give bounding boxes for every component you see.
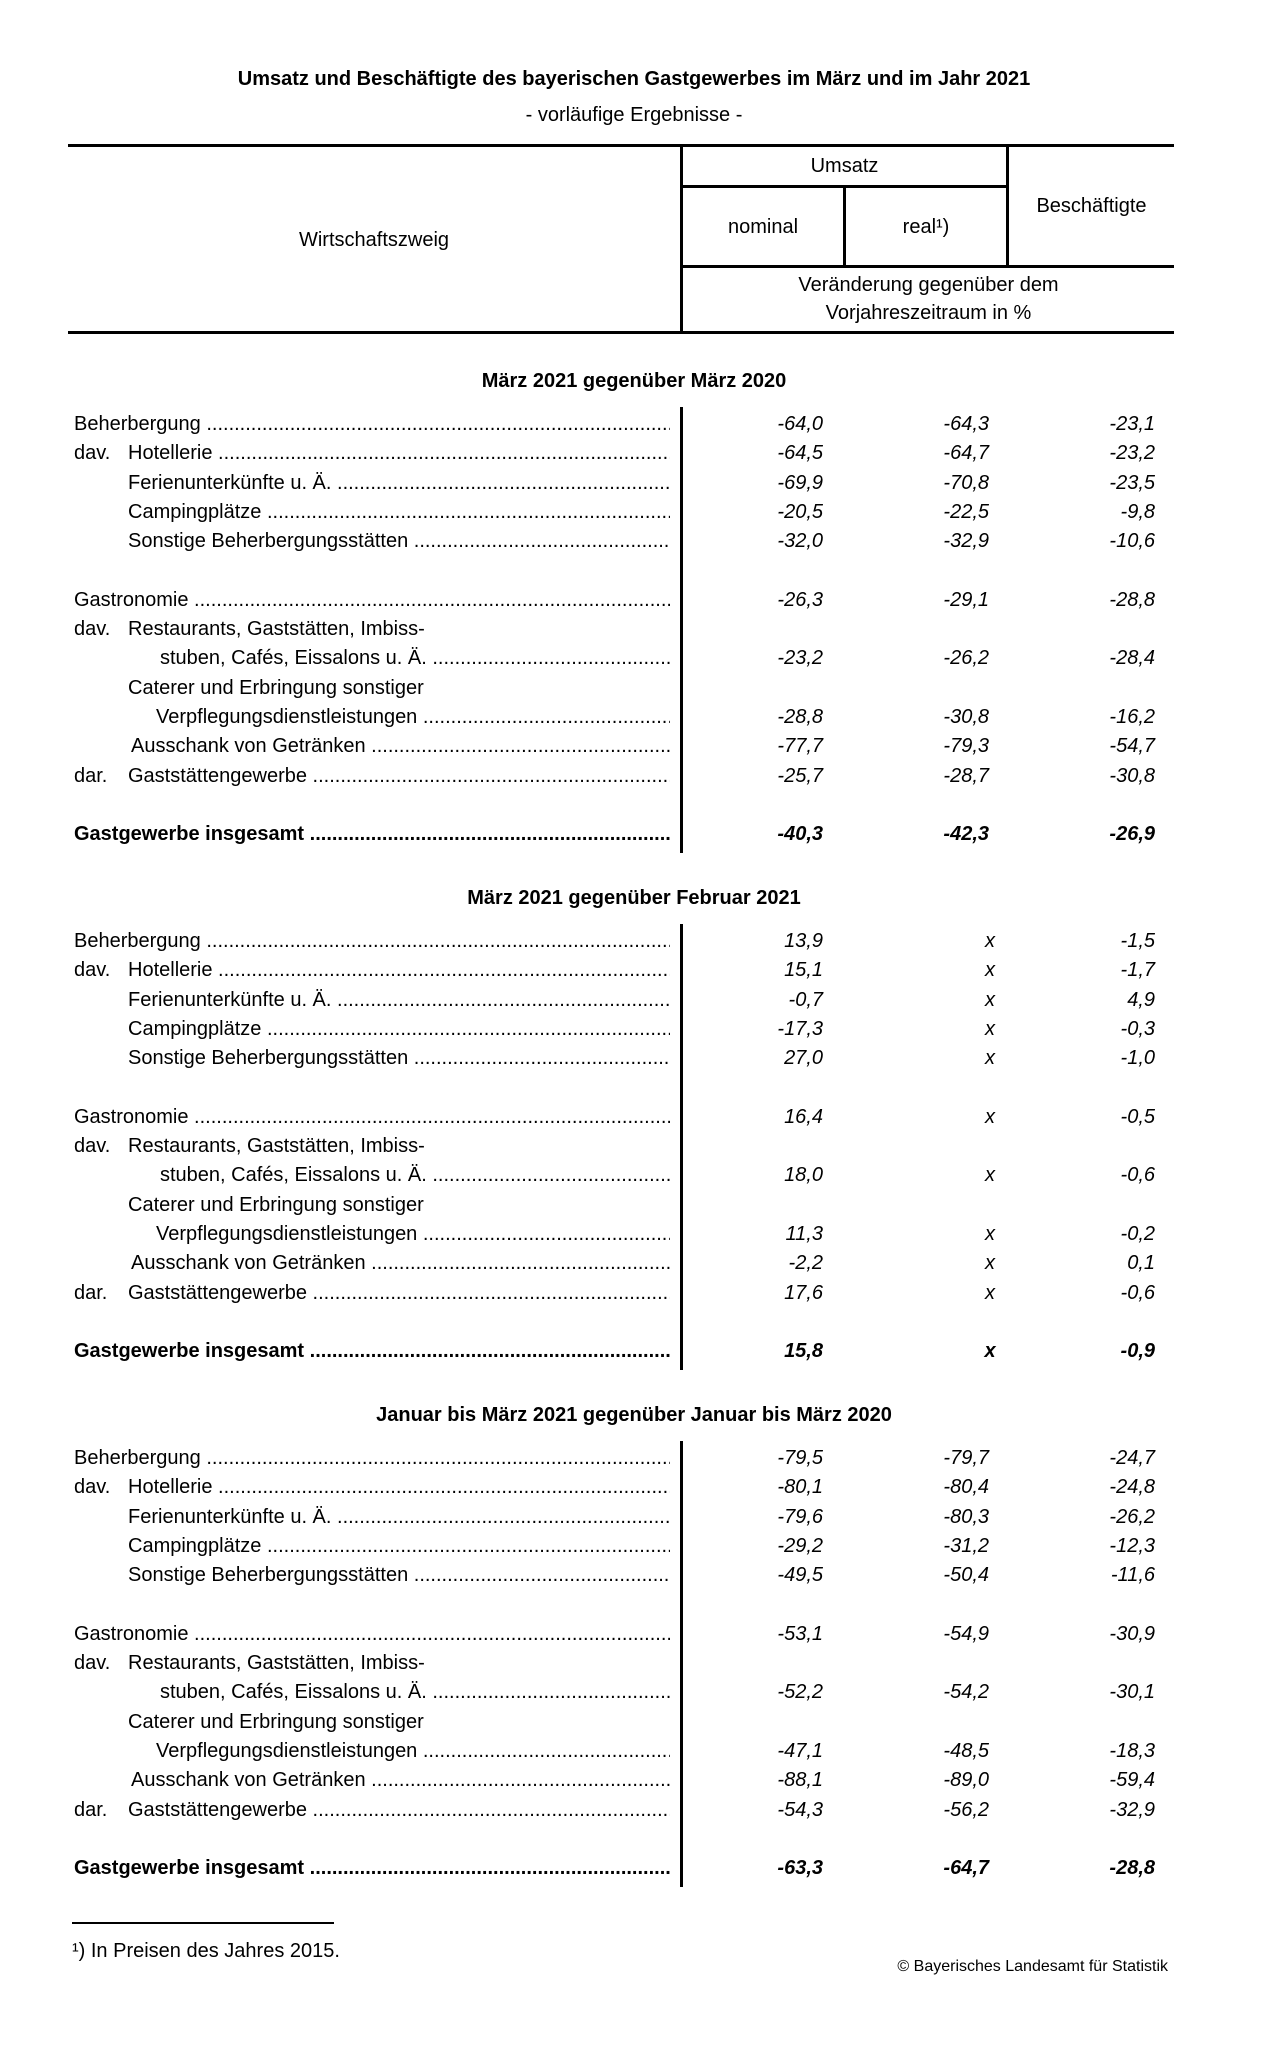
cell-real: x [985, 1281, 995, 1304]
table-row [0, 1279, 1268, 1307]
row-label [74, 927, 670, 955]
header-unit-line2: Vorjahreszeitraum in % [825, 302, 1032, 324]
row-label-text: stuben, Cafés, Eissalons u. Ä. ..... [160, 1164, 670, 1186]
row-label-text: Gastgewerbe insgesamt ..... [74, 823, 670, 845]
cell-real: x [985, 959, 995, 982]
section-title: Januar bis März 2021 gegenüber Januar bis März 2020 [376, 1404, 892, 1426]
table-row [0, 410, 1268, 438]
cell-beschaeftigte: -23,1 [1109, 413, 1155, 435]
cell-real: x [985, 930, 995, 952]
cell-beschaeftigte: 4,9 [1127, 988, 1155, 1011]
cell-beschaeftigte: -28,4 [1109, 647, 1155, 670]
table-row [0, 1044, 1268, 1072]
row-label-text: Campingplätze ..... [128, 1535, 670, 1557]
row-label-text: Gastronomie ..... [74, 589, 670, 611]
cell-real: x [985, 1047, 995, 1070]
table-row [0, 644, 1268, 672]
cell-nominal: 27,0 [784, 1047, 823, 1070]
cell-nominal: -80,1 [777, 1476, 823, 1499]
cell-nominal: -63,3 [777, 1857, 823, 1880]
cell-nominal: -20,5 [777, 500, 823, 523]
row-prefix: dav. [74, 1652, 111, 1675]
cell-beschaeftigte: -18,3 [1109, 1740, 1155, 1762]
table-row [0, 1620, 1268, 1648]
cell-nominal: -2,2 [788, 1252, 823, 1275]
cell-nominal: 13,9 [784, 930, 823, 952]
row-label-text: stuben, Cafés, Eissalons u. Ä. ..... [160, 647, 670, 669]
cell-real: -42,3 [943, 823, 989, 846]
cell-nominal: -54,3 [777, 1798, 823, 1821]
table-row [0, 1191, 1268, 1219]
table-row-total [0, 1337, 1268, 1365]
row-label-text: Sonstige Beherbergungsstätten ..... [128, 1047, 670, 1069]
cell-beschaeftigte: -54,7 [1109, 735, 1155, 758]
row-label [74, 1854, 670, 1882]
row-label-text: Gastgewerbe insgesamt ..... [74, 1857, 670, 1879]
document-subtitle: - vorläufige Ergebnisse - [525, 104, 743, 126]
table-row-total [0, 820, 1268, 848]
cell-real: -50,4 [943, 1564, 989, 1587]
table-row [0, 615, 1268, 643]
table-row [0, 1161, 1268, 1189]
cell-real: -79,7 [943, 1447, 989, 1469]
table-row [0, 986, 1268, 1014]
cell-real: -64,7 [943, 1857, 989, 1880]
row-label [74, 762, 670, 790]
cell-beschaeftigte: -23,5 [1109, 471, 1155, 494]
row-label [74, 820, 670, 848]
row-label-text: Gaststättengewerbe ..... [128, 765, 670, 787]
row-label [74, 1444, 670, 1472]
row-label-text: Gastronomie ..... [74, 1106, 670, 1128]
copyright: © Bayerisches Landesamt für Statistik [897, 1958, 1168, 1975]
cell-beschaeftigte: -30,8 [1109, 764, 1155, 787]
header-real: real¹) [902, 216, 950, 238]
cell-beschaeftigte: -1,5 [1120, 930, 1155, 952]
table-row [0, 1015, 1268, 1043]
cell-real: -22,5 [943, 500, 989, 523]
cell-beschaeftigte: -26,2 [1109, 1505, 1155, 1528]
table-row [0, 1220, 1268, 1248]
cell-real: -56,2 [943, 1798, 989, 1821]
cell-nominal: -69,9 [777, 471, 823, 494]
row-label [74, 586, 670, 614]
row-label [156, 1220, 670, 1248]
cell-real: -32,9 [943, 530, 989, 553]
cell-real: -89,0 [943, 1769, 989, 1792]
cell-nominal: -52,2 [777, 1681, 823, 1704]
row-label-text: Beherbergung ..... [74, 1447, 670, 1469]
header-mid-rule [681, 265, 1174, 268]
row-label [74, 1337, 670, 1365]
cell-beschaeftigte: 0,1 [1127, 1252, 1155, 1275]
table-row [0, 732, 1268, 760]
row-prefix: dar. [74, 764, 108, 787]
cell-real: -29,1 [943, 588, 989, 611]
cell-real: x [985, 1164, 995, 1187]
cell-nominal: -49,5 [777, 1564, 823, 1587]
row-label-text: stuben, Cafés, Eissalons u. Ä. ..... [160, 1681, 670, 1703]
cell-beschaeftigte: -0,6 [1120, 1281, 1155, 1304]
row-label-text: Restaurants, Gaststätten, Imbiss- [128, 618, 425, 641]
footnote-rule [72, 1922, 334, 1924]
cell-nominal: -47,1 [777, 1740, 823, 1762]
header-beschaeftigte: Beschäftigte [1036, 195, 1147, 217]
row-label [74, 956, 670, 984]
row-label-text: Hotellerie ..... [128, 1476, 670, 1498]
cell-nominal: -53,1 [777, 1622, 823, 1645]
cell-real: -28,7 [943, 764, 989, 787]
cell-beschaeftigte: -9,8 [1120, 500, 1155, 523]
row-prefix: dav. [74, 1476, 111, 1499]
table-row [0, 956, 1268, 984]
row-label-text: Ausschank von Getränken ..... [131, 735, 670, 757]
cell-beschaeftigte: -0,6 [1120, 1164, 1155, 1187]
row-label-text: Ausschank von Getränken ..... [131, 1769, 670, 1791]
row-label-text: Caterer und Erbringung sonstiger [128, 1193, 424, 1216]
cell-nominal: -77,7 [777, 735, 823, 758]
cell-nominal: -17,3 [777, 1017, 823, 1040]
row-label-text: Beherbergung ..... [74, 930, 670, 952]
row-label-text: Caterer und Erbringung sonstiger [128, 676, 424, 699]
section-title: März 2021 gegenüber Februar 2021 [467, 887, 801, 909]
row-label [128, 498, 670, 526]
cell-beschaeftigte: -0,9 [1120, 1340, 1155, 1363]
document-title: Umsatz und Beschäftigte des bayerischen Gastgewerbes im März und im Jahr 2021 [237, 68, 1031, 90]
cell-beschaeftigte: -16,2 [1109, 706, 1155, 728]
row-label-text: Sonstige Beherbergungsstätten ..... [128, 530, 670, 552]
table-row [0, 439, 1268, 467]
table-row [0, 1444, 1268, 1472]
cell-real: x [985, 1105, 995, 1128]
table-row [0, 1103, 1268, 1131]
cell-real: -54,9 [943, 1622, 989, 1645]
cell-nominal: -28,8 [777, 706, 823, 728]
row-label-text: Gastronomie ..... [74, 1623, 670, 1645]
cell-real: -70,8 [943, 471, 989, 494]
row-label [156, 703, 670, 731]
cell-real: -64,3 [943, 413, 989, 435]
row-label [131, 1249, 670, 1277]
cell-nominal: -32,0 [777, 530, 823, 553]
table-row [0, 1473, 1268, 1501]
row-label-text: Gaststättengewerbe ..... [128, 1799, 670, 1821]
table-row [0, 498, 1268, 526]
row-label [128, 986, 670, 1014]
row-label-text: Hotellerie ..... [128, 442, 670, 464]
row-label-text: Verpflegungsdienstleistungen ..... [156, 706, 670, 728]
section-title: März 2021 gegenüber März 2020 [481, 370, 787, 392]
cell-nominal: -88,1 [777, 1769, 823, 1792]
cell-nominal: 18,0 [784, 1164, 823, 1187]
cell-beschaeftigte: -30,9 [1109, 1622, 1155, 1645]
cell-beschaeftigte: -30,1 [1109, 1681, 1155, 1704]
cell-real: x [985, 1017, 995, 1040]
table-row [0, 1561, 1268, 1589]
row-label-text: Verpflegungsdienstleistungen ..... [156, 1740, 670, 1762]
row-label [128, 1561, 670, 1589]
cell-nominal: 17,6 [784, 1281, 823, 1304]
row-label-text: Verpflegungsdienstleistungen ..... [156, 1223, 670, 1245]
cell-nominal: 15,1 [784, 959, 823, 982]
row-label [128, 1503, 670, 1531]
cell-beschaeftigte: -1,7 [1120, 959, 1155, 982]
row-label-text: Restaurants, Gaststätten, Imbiss- [128, 1135, 425, 1158]
row-label [128, 1015, 670, 1043]
cell-beschaeftigte: -59,4 [1109, 1769, 1155, 1792]
header-bottom-rule [68, 331, 1174, 334]
cell-beschaeftigte: -12,3 [1109, 1534, 1155, 1557]
row-prefix: dav. [74, 618, 111, 641]
row-label [128, 1191, 670, 1219]
cell-beschaeftigte: -26,9 [1109, 823, 1155, 846]
cell-real: -31,2 [943, 1534, 989, 1557]
row-label-text: Ferienunterkünfte u. Ä. ..... [128, 472, 670, 494]
row-label [156, 1737, 670, 1765]
cell-real: -48,5 [943, 1740, 989, 1762]
cell-real: -30,8 [943, 706, 989, 728]
table-row [0, 527, 1268, 555]
cell-beschaeftigte: -0,5 [1120, 1105, 1155, 1128]
row-label-text: Gastgewerbe insgesamt ..... [74, 1340, 670, 1362]
row-label-text: Ausschank von Getränken ..... [131, 1252, 670, 1274]
row-label-text: Sonstige Beherbergungsstätten ..... [128, 1564, 670, 1586]
row-prefix: dar. [74, 1798, 108, 1821]
row-label [74, 1103, 670, 1131]
cell-real: -54,2 [943, 1681, 989, 1704]
cell-real: x [985, 1223, 995, 1245]
table-row [0, 1503, 1268, 1531]
row-label [74, 1132, 670, 1160]
cell-nominal: -79,6 [777, 1505, 823, 1528]
row-label [74, 410, 670, 438]
row-label [74, 1796, 670, 1824]
row-prefix: dar. [74, 1281, 108, 1304]
cell-nominal: -23,2 [777, 647, 823, 670]
table-row [0, 1766, 1268, 1794]
cell-real: x [985, 1252, 995, 1275]
table-row [0, 1737, 1268, 1765]
cell-real: -80,3 [943, 1505, 989, 1528]
table-row [0, 469, 1268, 497]
row-label [128, 674, 670, 702]
row-label [74, 439, 670, 467]
table-row [0, 927, 1268, 955]
row-label-text: Gaststättengewerbe ..... [128, 1282, 670, 1304]
cell-nominal: -29,2 [777, 1534, 823, 1557]
row-label [160, 1678, 670, 1706]
row-label [131, 732, 670, 760]
row-label [131, 1766, 670, 1794]
row-label [74, 1620, 670, 1648]
cell-beschaeftigte: -23,2 [1109, 442, 1155, 465]
row-prefix: dav. [74, 959, 111, 982]
row-prefix: dav. [74, 442, 111, 465]
cell-beschaeftigte: -0,3 [1120, 1017, 1155, 1040]
table-row [0, 1678, 1268, 1706]
table-row [0, 703, 1268, 731]
table-row [0, 1132, 1268, 1160]
header-unit-line1: Veränderung gegenüber dem [798, 274, 1059, 296]
table-row-total [0, 1854, 1268, 1882]
row-label-text: Campingplätze ..... [128, 501, 670, 523]
row-label-text: Restaurants, Gaststätten, Imbiss- [128, 1652, 425, 1675]
header-umsatz: Umsatz [810, 155, 879, 177]
row-prefix: dav. [74, 1135, 111, 1158]
row-label-text: Ferienunterkünfte u. Ä. ..... [128, 989, 670, 1011]
row-label [128, 1044, 670, 1072]
cell-beschaeftigte: -32,9 [1109, 1798, 1155, 1821]
cell-real: -64,7 [943, 442, 989, 465]
cell-real: -80,4 [943, 1476, 989, 1499]
row-label [160, 1161, 670, 1189]
row-label [128, 469, 670, 497]
row-label [74, 1279, 670, 1307]
row-label-text: Campingplätze ..... [128, 1018, 670, 1040]
cell-beschaeftigte: -24,7 [1109, 1447, 1155, 1469]
row-label [74, 1473, 670, 1501]
cell-real: -26,2 [943, 647, 989, 670]
cell-nominal: 16,4 [784, 1105, 823, 1128]
cell-beschaeftigte: -28,8 [1109, 588, 1155, 611]
header-nominal: nominal [727, 216, 799, 238]
cell-nominal: -79,5 [777, 1447, 823, 1469]
row-label-text: Beherbergung ..... [74, 413, 670, 435]
footnote: ¹) In Preisen des Jahres 2015. [72, 1940, 340, 1962]
cell-nominal: -64,0 [777, 413, 823, 435]
cell-beschaeftigte: -0,2 [1120, 1223, 1155, 1245]
cell-nominal: -40,3 [777, 823, 823, 846]
row-label [74, 1649, 670, 1677]
table-row [0, 762, 1268, 790]
table-row [0, 1649, 1268, 1677]
cell-beschaeftigte: -1,0 [1120, 1047, 1155, 1070]
cell-nominal: 15,8 [784, 1340, 823, 1363]
table-row [0, 1532, 1268, 1560]
cell-beschaeftigte: -28,8 [1109, 1857, 1155, 1880]
cell-nominal: -64,5 [777, 442, 823, 465]
cell-beschaeftigte: -24,8 [1109, 1476, 1155, 1499]
cell-nominal: -25,7 [777, 764, 823, 787]
row-label [128, 527, 670, 555]
table-row [0, 1249, 1268, 1277]
row-label [128, 1708, 670, 1736]
cell-real: x [984, 1340, 996, 1363]
row-label [160, 644, 670, 672]
table-row [0, 1796, 1268, 1824]
cell-nominal: 11,3 [785, 1223, 823, 1245]
cell-beschaeftigte: -11,6 [1110, 1564, 1155, 1587]
cell-real: -79,3 [943, 735, 989, 758]
cell-real: x [985, 988, 995, 1011]
row-label-text: Caterer und Erbringung sonstiger [128, 1710, 424, 1733]
cell-beschaeftigte: -10,6 [1109, 530, 1155, 553]
table-row [0, 1708, 1268, 1736]
row-label [128, 1532, 670, 1560]
header-wirtschaftszweig: Wirtschaftszweig [298, 229, 450, 251]
row-label-text: Hotellerie ..... [128, 959, 670, 981]
table-row [0, 586, 1268, 614]
cell-nominal: -26,3 [777, 588, 823, 611]
row-label [74, 615, 670, 643]
cell-nominal: -0,7 [788, 988, 823, 1011]
row-label-text: Ferienunterkünfte u. Ä. ..... [128, 1506, 670, 1528]
table-row [0, 674, 1268, 702]
